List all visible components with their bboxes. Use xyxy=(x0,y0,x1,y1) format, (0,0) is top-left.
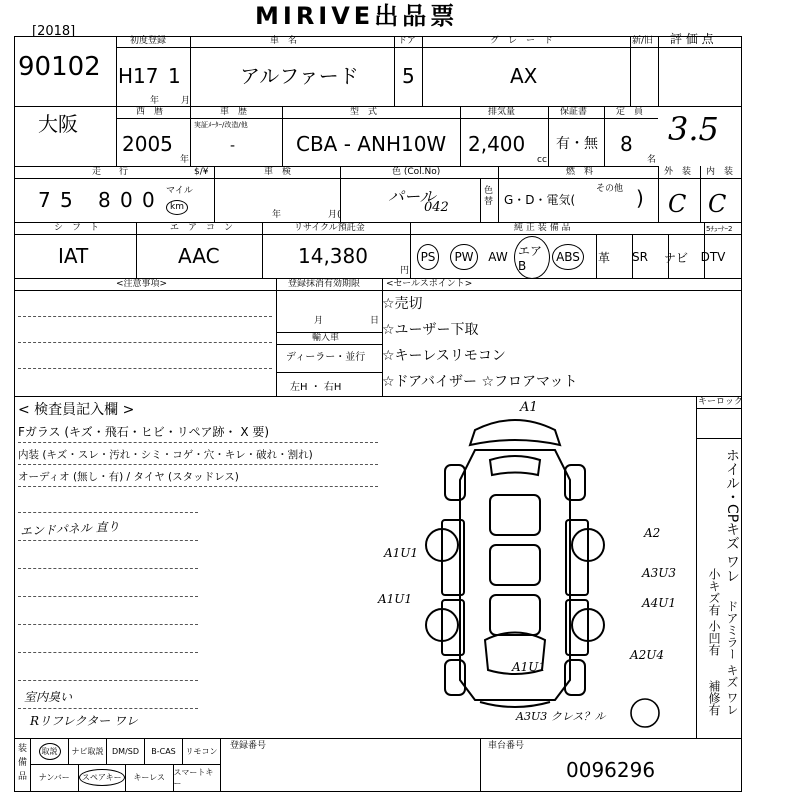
door-label: ドア xyxy=(398,36,416,46)
sales-point: ☆売切 xyxy=(382,296,423,312)
equipment-item xyxy=(410,236,446,278)
reg-day: 日 xyxy=(370,316,380,326)
equipment-item xyxy=(586,236,622,278)
note-line xyxy=(18,368,272,369)
rule xyxy=(276,278,277,396)
mileage-digit: 5 xyxy=(60,188,73,212)
sales-point: ☆ドアバイザー ☆フロアマット xyxy=(382,374,578,390)
sales-point: ☆キーレスリモコン xyxy=(382,348,506,364)
rule xyxy=(604,106,605,166)
footer-equip-label: リモコン xyxy=(185,746,218,756)
reg-no-label: 登録番号 xyxy=(230,741,267,751)
footer-equip-item xyxy=(144,738,182,764)
footer-equip-label: B-CAS xyxy=(151,746,176,756)
western-year: 2005 xyxy=(122,132,173,156)
fuel-label: 燃 料 xyxy=(566,167,594,177)
car-name: アルファード xyxy=(240,64,359,88)
damage-mark: A4U1 xyxy=(642,596,677,610)
warranty-value: 有・無 xyxy=(556,136,598,152)
key-lock-label: キーロック xyxy=(698,397,743,407)
damage-mark: A1U1 xyxy=(378,592,413,606)
rule xyxy=(658,166,659,222)
damage-mark: A1 xyxy=(520,400,538,415)
year-tag: [2018] xyxy=(32,24,76,39)
capacity-label: 定 員 xyxy=(616,107,644,117)
equipment-label: 純 正 装 備 品 xyxy=(514,223,571,233)
equip-label: 装備品 xyxy=(18,744,28,782)
footer-equip-row xyxy=(30,764,220,791)
mileage-digit: 7 xyxy=(38,188,51,212)
inspector-line-glass: Fガラス (キズ・飛石・ヒビ・リペア跡・ X 要) xyxy=(18,425,270,439)
note-line xyxy=(18,464,378,465)
note-line xyxy=(18,624,198,625)
equipment-label: ABS xyxy=(552,244,584,270)
history-sub: 実証ﾒｰﾀｰ/改造/他 xyxy=(194,121,248,129)
inspector-line-audio: オーディオ (無し・有) / タイヤ (スタッドレス) xyxy=(18,471,239,483)
chassis-label: 車台番号 xyxy=(488,741,525,751)
rule xyxy=(14,178,742,179)
footer-equip-item xyxy=(182,738,220,764)
import-label: 輸入車 xyxy=(312,333,340,343)
mileage-label: 走 行 xyxy=(92,167,129,177)
equipment-row xyxy=(410,236,742,278)
rule xyxy=(14,396,742,397)
equipment-item xyxy=(694,236,732,278)
footer-equip-label: スペアキー xyxy=(79,769,125,786)
footer-equip-label: キーレス xyxy=(133,773,166,782)
rule xyxy=(262,222,263,278)
recycle-value: 14,380 xyxy=(298,244,368,268)
door-count: 5 xyxy=(402,64,415,88)
rule xyxy=(214,166,215,222)
mileage-digit: 0 xyxy=(120,188,133,212)
sales-point: ☆ユーザー下取 xyxy=(382,322,479,338)
damage-mark: A1U1 xyxy=(512,660,547,674)
footer-equip-item xyxy=(78,764,126,791)
equipment-item xyxy=(482,236,514,278)
aircon-label: エ ア コ ン xyxy=(170,223,234,233)
persons-unit: 名 xyxy=(647,155,657,165)
cc-unit: cc xyxy=(537,155,547,165)
footer-equip-item xyxy=(30,764,78,791)
rule xyxy=(116,47,741,48)
rule xyxy=(548,106,549,166)
exterior-label: 外 装 xyxy=(664,167,692,177)
footer-equip-item xyxy=(68,738,106,764)
aircon-value: AAC xyxy=(178,244,220,268)
history-value: - xyxy=(230,138,236,154)
equipment-label: エアB xyxy=(514,236,550,279)
equipment-label: DTV xyxy=(700,250,726,264)
color-label: 色 (Col.No) xyxy=(392,167,441,177)
inspection-label: 車 検 xyxy=(264,167,292,177)
footer-equip-row xyxy=(30,738,220,764)
lot-number: 90102 xyxy=(18,52,101,82)
mirror-note: ドアミラー キズ ワレ xyxy=(725,600,739,716)
repair-note: 補修有 xyxy=(707,680,721,716)
equipment-label: ナビ xyxy=(663,250,688,265)
location: 大阪 xyxy=(38,112,78,136)
mileage-digit: 8 xyxy=(98,188,111,212)
note-line xyxy=(18,442,378,443)
rule xyxy=(14,222,742,223)
equipment-item xyxy=(622,236,658,278)
chassis-number: 0096296 xyxy=(566,758,656,782)
footer-equip-item xyxy=(173,764,221,791)
footer-equip-label: 取説 xyxy=(39,743,61,760)
rule xyxy=(480,738,481,792)
caution-label: <注意事項> xyxy=(116,279,168,289)
equipment-item xyxy=(658,236,694,278)
fuel-close: ) xyxy=(636,186,644,210)
equipment-label: AW xyxy=(488,250,508,264)
note-line xyxy=(18,708,198,709)
note-line xyxy=(18,568,198,569)
rule xyxy=(136,222,137,278)
equipment-item xyxy=(550,236,586,278)
fuel-value: G・D・電気( xyxy=(504,193,576,207)
equipment-item xyxy=(446,236,482,278)
displacement-label: 排気量 xyxy=(488,107,516,117)
mile-label: マイル xyxy=(166,186,193,196)
equipment-label: PS xyxy=(417,244,440,270)
shift-label: シ フ ト xyxy=(54,223,100,233)
note-line xyxy=(18,652,198,653)
registration-label: 登録抹消有効期限 xyxy=(288,279,361,289)
spare-tire-icon xyxy=(628,696,662,730)
rule xyxy=(190,36,191,166)
rule xyxy=(658,36,659,106)
frame-line xyxy=(14,791,742,792)
rule xyxy=(696,396,697,738)
rule xyxy=(282,106,283,166)
km-circle: km xyxy=(166,200,188,215)
rule xyxy=(630,36,631,106)
capacity: 8 xyxy=(620,132,633,156)
equipment-label: SR xyxy=(632,250,648,264)
exterior-grade: C xyxy=(668,190,687,218)
dtv-label: 5ﾁｭｰﾅｰ2 xyxy=(706,225,733,233)
rule xyxy=(460,106,461,166)
footer-equip-label: スマートキー xyxy=(173,767,214,788)
note-line xyxy=(18,680,198,681)
damage-mark: A3U3 xyxy=(642,566,677,580)
rule xyxy=(276,372,382,373)
rule xyxy=(14,290,742,291)
damage-mark: A1U1 xyxy=(384,546,419,560)
car-name-label: 車 名 xyxy=(270,36,298,46)
footer-equip-label: DM/SD xyxy=(112,746,139,756)
rule xyxy=(480,178,481,222)
inspection-year: 年 xyxy=(272,210,282,220)
first-reg-month: 1 xyxy=(168,64,181,88)
fuel-other: その他 xyxy=(596,184,624,194)
note-line xyxy=(18,596,198,597)
handwritten-note: 室内臭い xyxy=(24,690,73,704)
rule xyxy=(696,438,742,439)
steering-side: 左H ・ 右H xyxy=(290,382,342,393)
handwritten-note: エンドパネル 直り xyxy=(19,519,120,539)
inspection-month: 月( xyxy=(328,210,341,220)
score-label: 評 価 点 xyxy=(670,32,714,46)
wheel-note: ホイル・CPキズ ワレ xyxy=(724,448,740,583)
displacement: 2,400 xyxy=(468,132,526,156)
footer-equip-item xyxy=(106,738,144,764)
damage-mark: A3U3 クレス？ル xyxy=(516,710,606,723)
crank-label: 新/旧 xyxy=(632,36,654,46)
color-value: パール xyxy=(388,187,436,206)
year-unit: 年 xyxy=(150,96,160,106)
first-reg-label: 初度登録 xyxy=(130,36,167,46)
color-swap-label: 色替 xyxy=(484,186,494,207)
note-line xyxy=(18,486,378,487)
footer-equip-label: ナビ取説 xyxy=(71,746,104,756)
model-code: CBA - ANH10W xyxy=(296,132,447,156)
warranty-label: 保証書 xyxy=(560,107,588,117)
km-label xyxy=(166,200,188,215)
equipment-label: 革 xyxy=(597,250,610,265)
interior-label: 内 装 xyxy=(706,167,734,177)
inspector-line-interior: 内装 (キズ・スレ・汚れ・シミ・コゲ・穴・キレ・破れ・割れ) xyxy=(18,449,313,461)
rule xyxy=(116,118,658,119)
equipment-label: PW xyxy=(450,244,477,270)
interior-grade: C xyxy=(708,190,727,218)
rule xyxy=(498,166,499,222)
rule xyxy=(422,36,423,106)
footer-equip-item xyxy=(30,738,68,764)
recycle-label: リサイクル預託金 xyxy=(294,223,365,233)
note-line xyxy=(18,316,272,317)
rule xyxy=(700,166,701,222)
rule xyxy=(696,408,742,409)
yen-unit: 円 xyxy=(400,266,410,276)
frame-line xyxy=(741,36,742,792)
damage-mark: A2 xyxy=(644,526,661,540)
inspector-label: < 検査員記入欄 > xyxy=(18,402,135,418)
score-value: 3.5 xyxy=(668,110,719,148)
mileage-digit: 0 xyxy=(142,188,155,212)
year-unit-2: 年 xyxy=(180,155,190,165)
western-label: 西 暦 xyxy=(136,107,164,117)
rule xyxy=(276,344,382,345)
color-no: 042 xyxy=(424,200,449,215)
note-line xyxy=(18,540,198,541)
damage-mark: A2U4 xyxy=(630,648,665,662)
rule xyxy=(220,738,221,792)
dealer-parallel: ディーラー・並行 xyxy=(286,352,366,363)
note-line xyxy=(18,512,198,513)
sales-label: <セールスポイント> xyxy=(386,279,473,289)
grade-label: グ レ ー ド xyxy=(490,36,554,46)
footer-equip-label: ナンバー xyxy=(38,773,70,782)
frame-line xyxy=(14,36,15,792)
dollar-label: $/¥ xyxy=(194,167,209,177)
model-label: 型 式 xyxy=(350,107,378,117)
footer-equip-item xyxy=(125,764,173,791)
page-title: MIRIVE出品票 xyxy=(255,2,459,30)
grade-value: AX xyxy=(510,64,538,88)
rule xyxy=(116,36,117,166)
minor-damage-note: 小キズ有 小凹有 xyxy=(707,568,721,656)
equipment-item xyxy=(514,236,550,278)
reg-month: 月 xyxy=(314,316,324,326)
month-unit: 月 xyxy=(181,96,191,106)
handwritten-note: Rリフレクター ワレ xyxy=(30,714,138,728)
note-line xyxy=(18,342,272,343)
first-reg-era: H17 xyxy=(118,64,159,88)
rule xyxy=(394,36,395,106)
shift-value: IAT xyxy=(58,244,89,268)
history-label: 車 歴 xyxy=(220,107,248,117)
